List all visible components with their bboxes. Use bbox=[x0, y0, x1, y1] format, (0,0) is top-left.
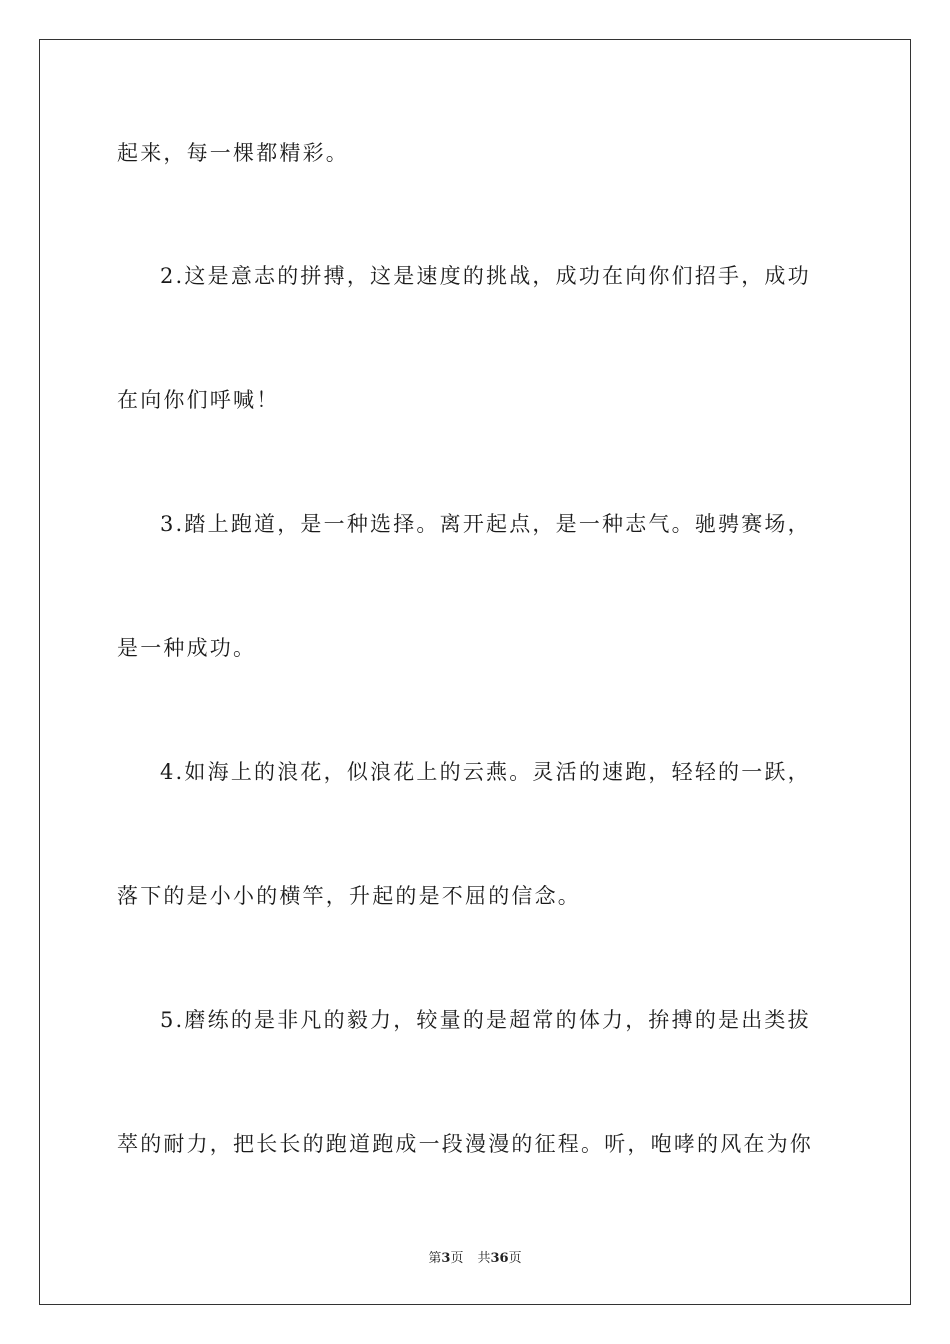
paragraph-line: 4.如海上的浪花，似浪花上的云燕。灵活的速跑，轻轻的一跃， bbox=[160, 760, 811, 784]
paragraph-line: 在向你们呼喊！ bbox=[117, 388, 280, 412]
page-border bbox=[39, 39, 911, 1305]
paragraph-line: 2.这是意志的拼搏，这是速度的挑战，成功在向你们招手，成功 bbox=[160, 264, 811, 288]
paragraph-line: 5.磨练的是非凡的毅力，较量的是超常的体力，拚搏的是出类拔 bbox=[160, 1008, 811, 1032]
paragraph-line: 3.踏上跑道，是一种选择。离开起点，是一种志气。驰骋赛场， bbox=[160, 512, 811, 536]
page-suffix: 页 bbox=[450, 1251, 464, 1266]
total-suffix: 页 bbox=[508, 1251, 522, 1266]
total-prefix: 共 bbox=[477, 1251, 491, 1266]
paragraph-line: 落下的是小小的横竿，升起的是不屈的信念。 bbox=[117, 884, 581, 908]
paragraph-line: 起来，每一棵都精彩。 bbox=[117, 141, 349, 165]
page-prefix: 第 bbox=[428, 1251, 442, 1266]
page-current: 3 bbox=[441, 1251, 451, 1266]
page-total: 36 bbox=[490, 1251, 509, 1266]
page-footer bbox=[0, 1247, 950, 1266]
paragraph-line: 是一种成功。 bbox=[117, 636, 257, 660]
paragraph-line: 萃的耐力，把长长的跑道跑成一段漫漫的征程。听，咆哮的风在为你 bbox=[117, 1132, 813, 1156]
